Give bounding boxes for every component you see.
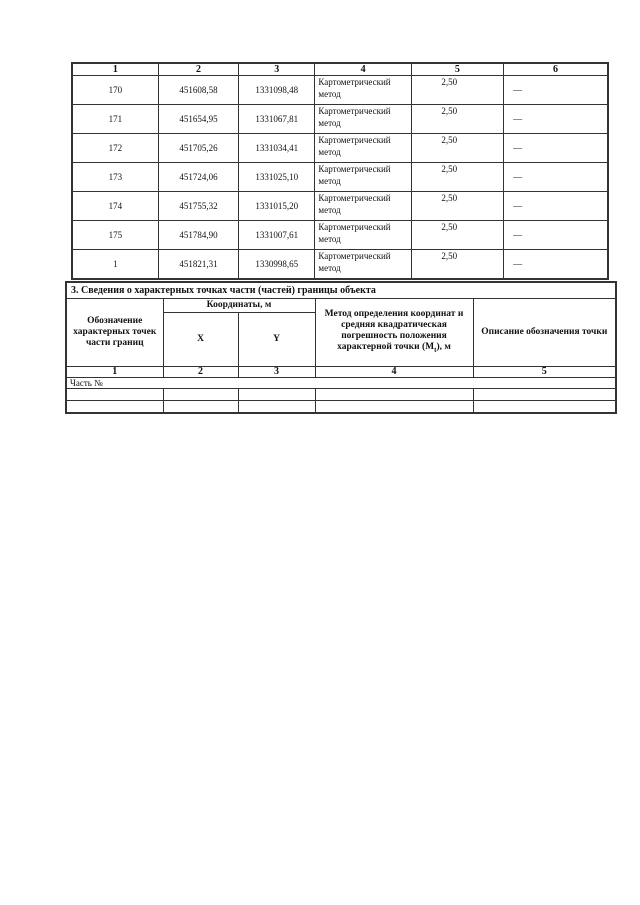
table-row (72, 105, 608, 134)
header-cell: 5 (411, 63, 503, 76)
empty-cell (163, 389, 238, 401)
description: — (504, 76, 608, 105)
empty-row (66, 389, 616, 401)
table-row (72, 134, 608, 163)
method: Картометрический метод (315, 192, 411, 221)
method: Картометрический метод (315, 76, 411, 105)
col-designation-header: Обозначение характерных точек части границ (66, 299, 163, 367)
section-title: 3. Сведения о характерных точках части (частей) границы объекта (66, 282, 616, 299)
method: Картометрический метод (315, 221, 411, 250)
point-number: 173 (72, 163, 158, 192)
method: Картометрический метод (315, 250, 411, 280)
empty-cell (66, 389, 163, 401)
empty-cell (473, 389, 616, 401)
col-coords-header: Координаты, м (163, 299, 315, 313)
coord-y: 1330998,65 (239, 250, 315, 280)
table-row (72, 163, 608, 192)
col-method-header (315, 299, 473, 367)
coord-y: 1331025,10 (239, 163, 315, 192)
coord-y: 1331067,81 (239, 105, 315, 134)
point-number: 170 (72, 76, 158, 105)
method-header-text: Метод определения координат и средняя квадратическая погрешность положения характерной точки $(M_t)$, м (324, 309, 464, 354)
coord-x: 451784,90 (158, 221, 238, 250)
table-row (72, 192, 608, 221)
coord-y: 1331015,20 (239, 192, 315, 221)
coord-x: 451705,26 (158, 134, 238, 163)
error-value: 2,50 (411, 192, 503, 221)
method: Картометрический метод (315, 134, 411, 163)
header-cell: 6 (504, 63, 608, 76)
col-x-header: X (163, 313, 238, 367)
header-cell: 3 (239, 63, 315, 76)
error-value: 2,50 (411, 76, 503, 105)
points-table (71, 62, 609, 280)
empty-cell (473, 401, 616, 414)
description: — (504, 134, 608, 163)
col-description-header: Описание обозначения точки (473, 299, 616, 367)
coord-y: 1331007,61 (239, 221, 315, 250)
empty-cell (163, 401, 238, 414)
column-number-row (66, 367, 616, 378)
error-value: 2,50 (411, 250, 503, 280)
coord-x: 451724,06 (158, 163, 238, 192)
coord-x: 451608,58 (158, 76, 238, 105)
error-value: 2,50 (411, 163, 503, 192)
empty-cell (238, 389, 315, 401)
error-value: 2,50 (411, 105, 503, 134)
point-number: 1 (72, 250, 158, 280)
coord-x: 451821,31 (158, 250, 238, 280)
coord-x: 451755,32 (158, 192, 238, 221)
coord-x: 451654,95 (158, 105, 238, 134)
error-value: 2,50 (411, 134, 503, 163)
table-row (72, 250, 608, 280)
error-value: 2,50 (411, 221, 503, 250)
point-number: 175 (72, 221, 158, 250)
empty-cell (315, 401, 473, 414)
column-number: 1 (66, 367, 163, 378)
point-number: 174 (72, 192, 158, 221)
column-number: 2 (163, 367, 238, 378)
header-cell: 1 (72, 63, 158, 76)
table-header-row (72, 63, 608, 76)
header-cell: 4 (315, 63, 411, 76)
description: — (504, 250, 608, 280)
description: — (504, 105, 608, 134)
empty-cell (238, 401, 315, 414)
coord-y: 1331034,41 (239, 134, 315, 163)
part-label: Часть № (66, 378, 616, 389)
section3-table (65, 281, 617, 414)
empty-cell (315, 389, 473, 401)
header-cell: 2 (158, 63, 238, 76)
column-number: 5 (473, 367, 616, 378)
method: Картометрический метод (315, 105, 411, 134)
description: — (504, 163, 608, 192)
column-number: 4 (315, 367, 473, 378)
point-number: 172 (72, 134, 158, 163)
table-row (72, 221, 608, 250)
description: — (504, 192, 608, 221)
table-row (72, 76, 608, 105)
point-number: 171 (72, 105, 158, 134)
description: — (504, 221, 608, 250)
empty-cell (66, 401, 163, 414)
col-y-header: Y (238, 313, 315, 367)
method: Картометрический метод (315, 163, 411, 192)
column-number: 3 (238, 367, 315, 378)
coord-y: 1331098,48 (239, 76, 315, 105)
empty-row (66, 401, 616, 414)
